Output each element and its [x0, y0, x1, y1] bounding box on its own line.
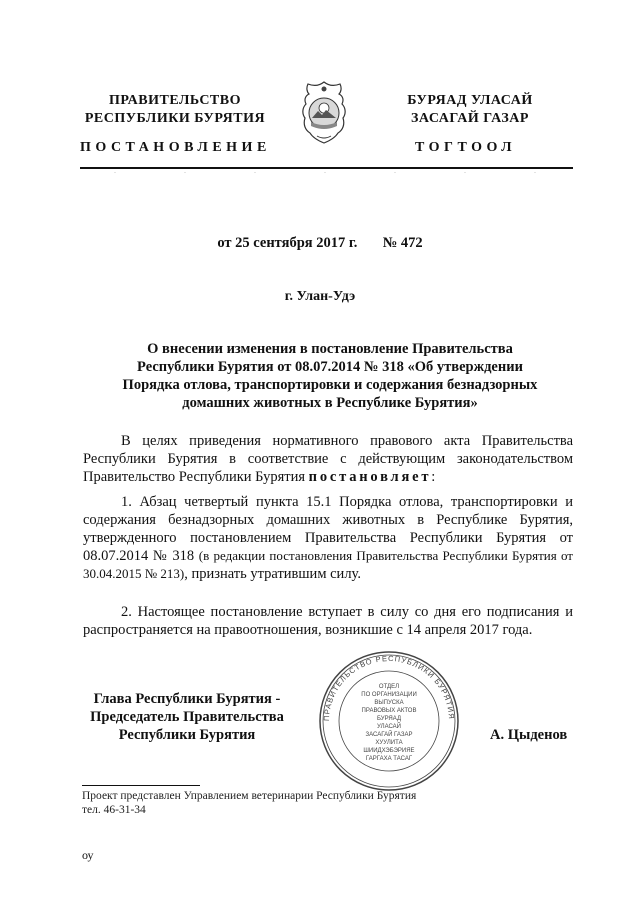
official-stamp — [318, 650, 460, 792]
stamp-line: ОТДЕЛ — [378, 684, 400, 690]
header-right-block — [370, 92, 570, 128]
title-line: О внесении изменения в постановление Правительства — [147, 341, 513, 357]
footnote-divider — [82, 785, 200, 786]
preamble-text: В целях приведения нормативного правового акта Правительства Республики Бурятия в соответствие с действующим законодательством Правительство Республики Бурятия — [83, 433, 573, 485]
preamble-colon: : — [431, 469, 436, 485]
doc-type-ru: ПОСТАНОВЛЕНИЕ — [80, 140, 271, 155]
footnote-phone: тел. 46-31-34 — [82, 804, 146, 816]
doc-type-bua: ТОГТООЛ — [415, 140, 517, 155]
document-date: от 25 сентября 2017 г. — [217, 235, 358, 251]
date-number-line — [0, 235, 640, 252]
header-divider — [80, 167, 573, 169]
title-line: домашних животных в Республике Бурятия» — [182, 395, 478, 411]
stamp-line: ГАРГАХА ТАСАГ — [365, 756, 413, 762]
signatory-name: А. Цыденов — [490, 727, 568, 743]
header-left-block — [80, 92, 270, 128]
coat-of-arms-icon — [299, 80, 349, 146]
preamble-paragraph — [83, 432, 573, 486]
footnote — [82, 789, 416, 817]
stamp-line: ЗАСАГАЙ ГАЗАР — [365, 732, 413, 738]
item-2-text: 2. Настоящее постановление вступает в силу со дня его подписания и распространяется на правоотношения, возникшие с 14 апреля 2017 года. — [83, 604, 573, 638]
header-right-line2: ЗАСАГАЙ ГАЗАР — [411, 111, 529, 126]
header-right-line1: БУРЯАД УЛАСАЙ — [407, 93, 533, 108]
stamp-line: БУРЯАД — [376, 716, 402, 722]
header-dotted-line — [80, 172, 573, 173]
stamp-line: УЛАСАЙ — [377, 724, 401, 730]
title-line: Порядка отлова, транспортировки и содержания безнадзорных — [122, 377, 538, 393]
document-city: г. Улан-Удэ — [284, 289, 356, 304]
stamp-line: ПРАВОВЫХ АКТОВ — [361, 708, 417, 714]
stamp-outer-text: ПРАВИТЕЛЬСТВО РЕСПУБЛИКИ БУРЯТИЯ — [321, 653, 457, 722]
position-line: Республики Бурятия — [118, 727, 256, 743]
title-line: Республики Бурятия от 08.07.2014 № 318 «Об утверждении — [137, 359, 523, 375]
position-line: Глава Республики Бурятия - — [93, 691, 281, 707]
document-number: № 472 — [382, 235, 423, 251]
decree-word: постановляет — [308, 469, 432, 485]
stamp-line: ХУУЛИТА — [375, 740, 403, 746]
header-left-line1: ПРАВИТЕЛЬСТВО — [109, 93, 241, 108]
document-title — [100, 340, 560, 412]
header-left-line2: РЕСПУБЛИКИ БУРЯТИЯ — [84, 111, 266, 126]
stamp-line: ВЫПУСКА — [374, 700, 404, 706]
item-1-text: 1. Абзац четвертый пункта 15.1 Порядка отлова, транспортировки и содержания безнадзорных домашних животных в Республике Бурятия, утвержденного постановлением Правительства Республики Бурятия от 08.07.2014 № 318 — [83, 494, 573, 564]
item-1-paragraph — [83, 493, 573, 583]
signatory-position — [82, 690, 292, 744]
stamp-line: ШИИДХЭБЭРИЯЕ — [363, 748, 415, 754]
item-1-note: (в редакции постановления Правительства Республики Бурятия от 30.04.2015 № 213) — [83, 548, 573, 581]
position-line: Председатель Правительства — [90, 709, 284, 725]
item-2-paragraph — [83, 603, 573, 639]
executor-initials: оу — [82, 848, 94, 862]
stamp-line: ПО ОРГАНИЗАЦИИ — [361, 692, 417, 698]
footnote-line: Проект представлен Управлением ветеринарии Республики Бурятия — [82, 790, 417, 802]
item-1-end: , признать утратившим силу. — [184, 566, 361, 582]
